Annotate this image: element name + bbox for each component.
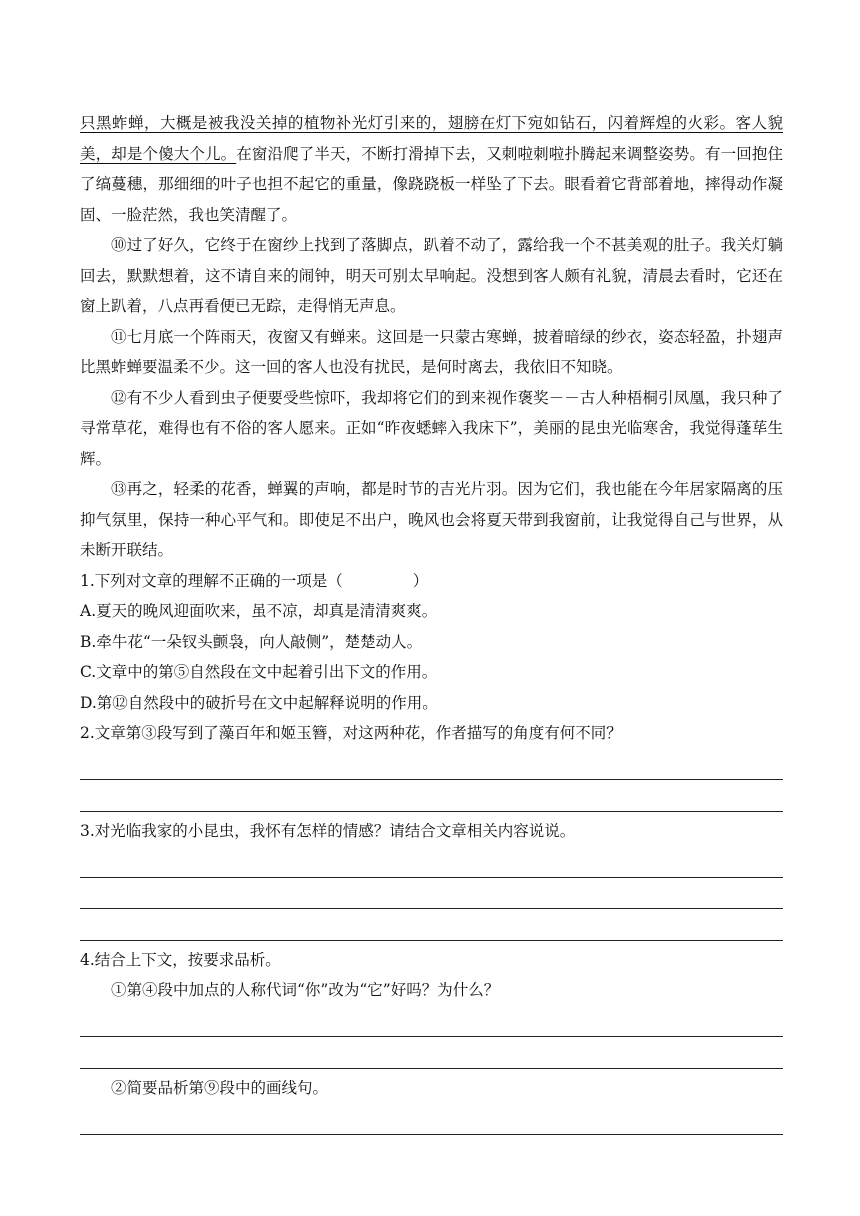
paragraph-9-rest: 在窗沿爬了半天，不断打滑掉下去，又刺啦刺啦扑腾起来调整姿势。有一回抱住了缟蔓穗，那细细的叶子也担不起它的重量，像跷跷板一样坠了下去。眼看着它背部着地，摔得动作凝固、一脸茫然，我也笑清醒了。 [80,144,783,224]
question-3: 3.对光临我家的小昆虫，我怀有怎样的情感？请结合文章相关内容说说。 [80,821,576,840]
option-d: D.第⑫自然段中的破折号在文中起解释说明的作用。 [80,693,438,712]
answer-line[interactable] [80,749,783,781]
question-4-sub-1: ①第④段中加点的人称代词“你”改为“它”好吗？为什么？ [111,981,500,999]
answer-line[interactable] [80,909,783,941]
question-1-close: ） [412,571,429,590]
question-2: 2.文章第③段写到了藻百年和姬玉簪，对这两种花，作者描写的角度有何不同？ [80,724,622,742]
question-1 [80,566,783,597]
question-4-sub-2: ②简要品析第⑨段中的画线句。 [111,1078,329,1097]
paragraph-11: ⑪七月底一个阵雨天，夜窗又有蝉来。这回是一只蒙古寒蝉，披着暗绿的纱衣，姿态轻盈，扑翅声比黑蚱蝉要温柔不少。这一回的客人也没有扰民，是何时离去，我依旧不知晓。 [80,327,783,376]
answer-line[interactable] [80,780,783,812]
answer-line[interactable] [80,1006,783,1038]
paragraph-13: ⑬再之，轻柔的花香，蝉翼的声响，都是时节的吉光片羽。因为它们，我也能在今年居家隔离的压抑气氛里，保持一种心平气和。即使足不出户，晚风也会将夏天带到我窗前，让我觉得自己与世界，从未断开联结。 [80,480,783,559]
answer-line[interactable] [80,878,783,910]
underlined-sentence: 只黑蚱蝉，大概是被我没关掉的植物补光灯引来的，翅膀在灯下宛如钻石，闪着辉煌的火彩。客人貌美，却是个傻大个儿。 [80,114,783,163]
option-b: B.牵牛花“一朵钗头颤袅，向人敲侧”，楚楚动人。 [80,632,423,651]
paragraph-12: ⑫有不少人看到虫子便要受些惊吓，我却将它们的到来视作褒奖－－古人种梧桐引凤凰，我只种了寻常草花，难得也有不俗的客人愿来。正如“昨夜蟋蟀入我床下”，美丽的昆虫光临寒舍，我觉得蓬荜生辉。 [80,388,783,468]
option-c: C.文章中的第⑤自然段在文中起着引出下文的作用。 [80,663,438,681]
question-1-stem: 1.下列对文章的理解不正确的一项是（ [80,571,343,590]
worksheet-page [80,108,783,1135]
paragraph-9 [80,108,783,230]
answer-line[interactable] [80,1037,783,1069]
answer-line[interactable] [80,1103,783,1135]
option-a: A.夏天的晚风迎面吹来，虽不凉，却真是清清爽爽。 [80,602,438,620]
answer-line[interactable] [80,846,783,878]
question-4: 4.结合上下文，按要求品析。 [80,950,281,969]
paragraph-10: ⑩过了好久，它终于在窗纱上找到了落脚点，趴着不动了，露给我一个不甚美观的肚子。我关灯躺回去，默默想着，这不请自来的闹钟，明天可别太早响起。没想到客人颇有礼貌，清晨去看时，它还在窗上趴着，八点再看便已无踪，走得悄无声息。 [80,236,783,315]
